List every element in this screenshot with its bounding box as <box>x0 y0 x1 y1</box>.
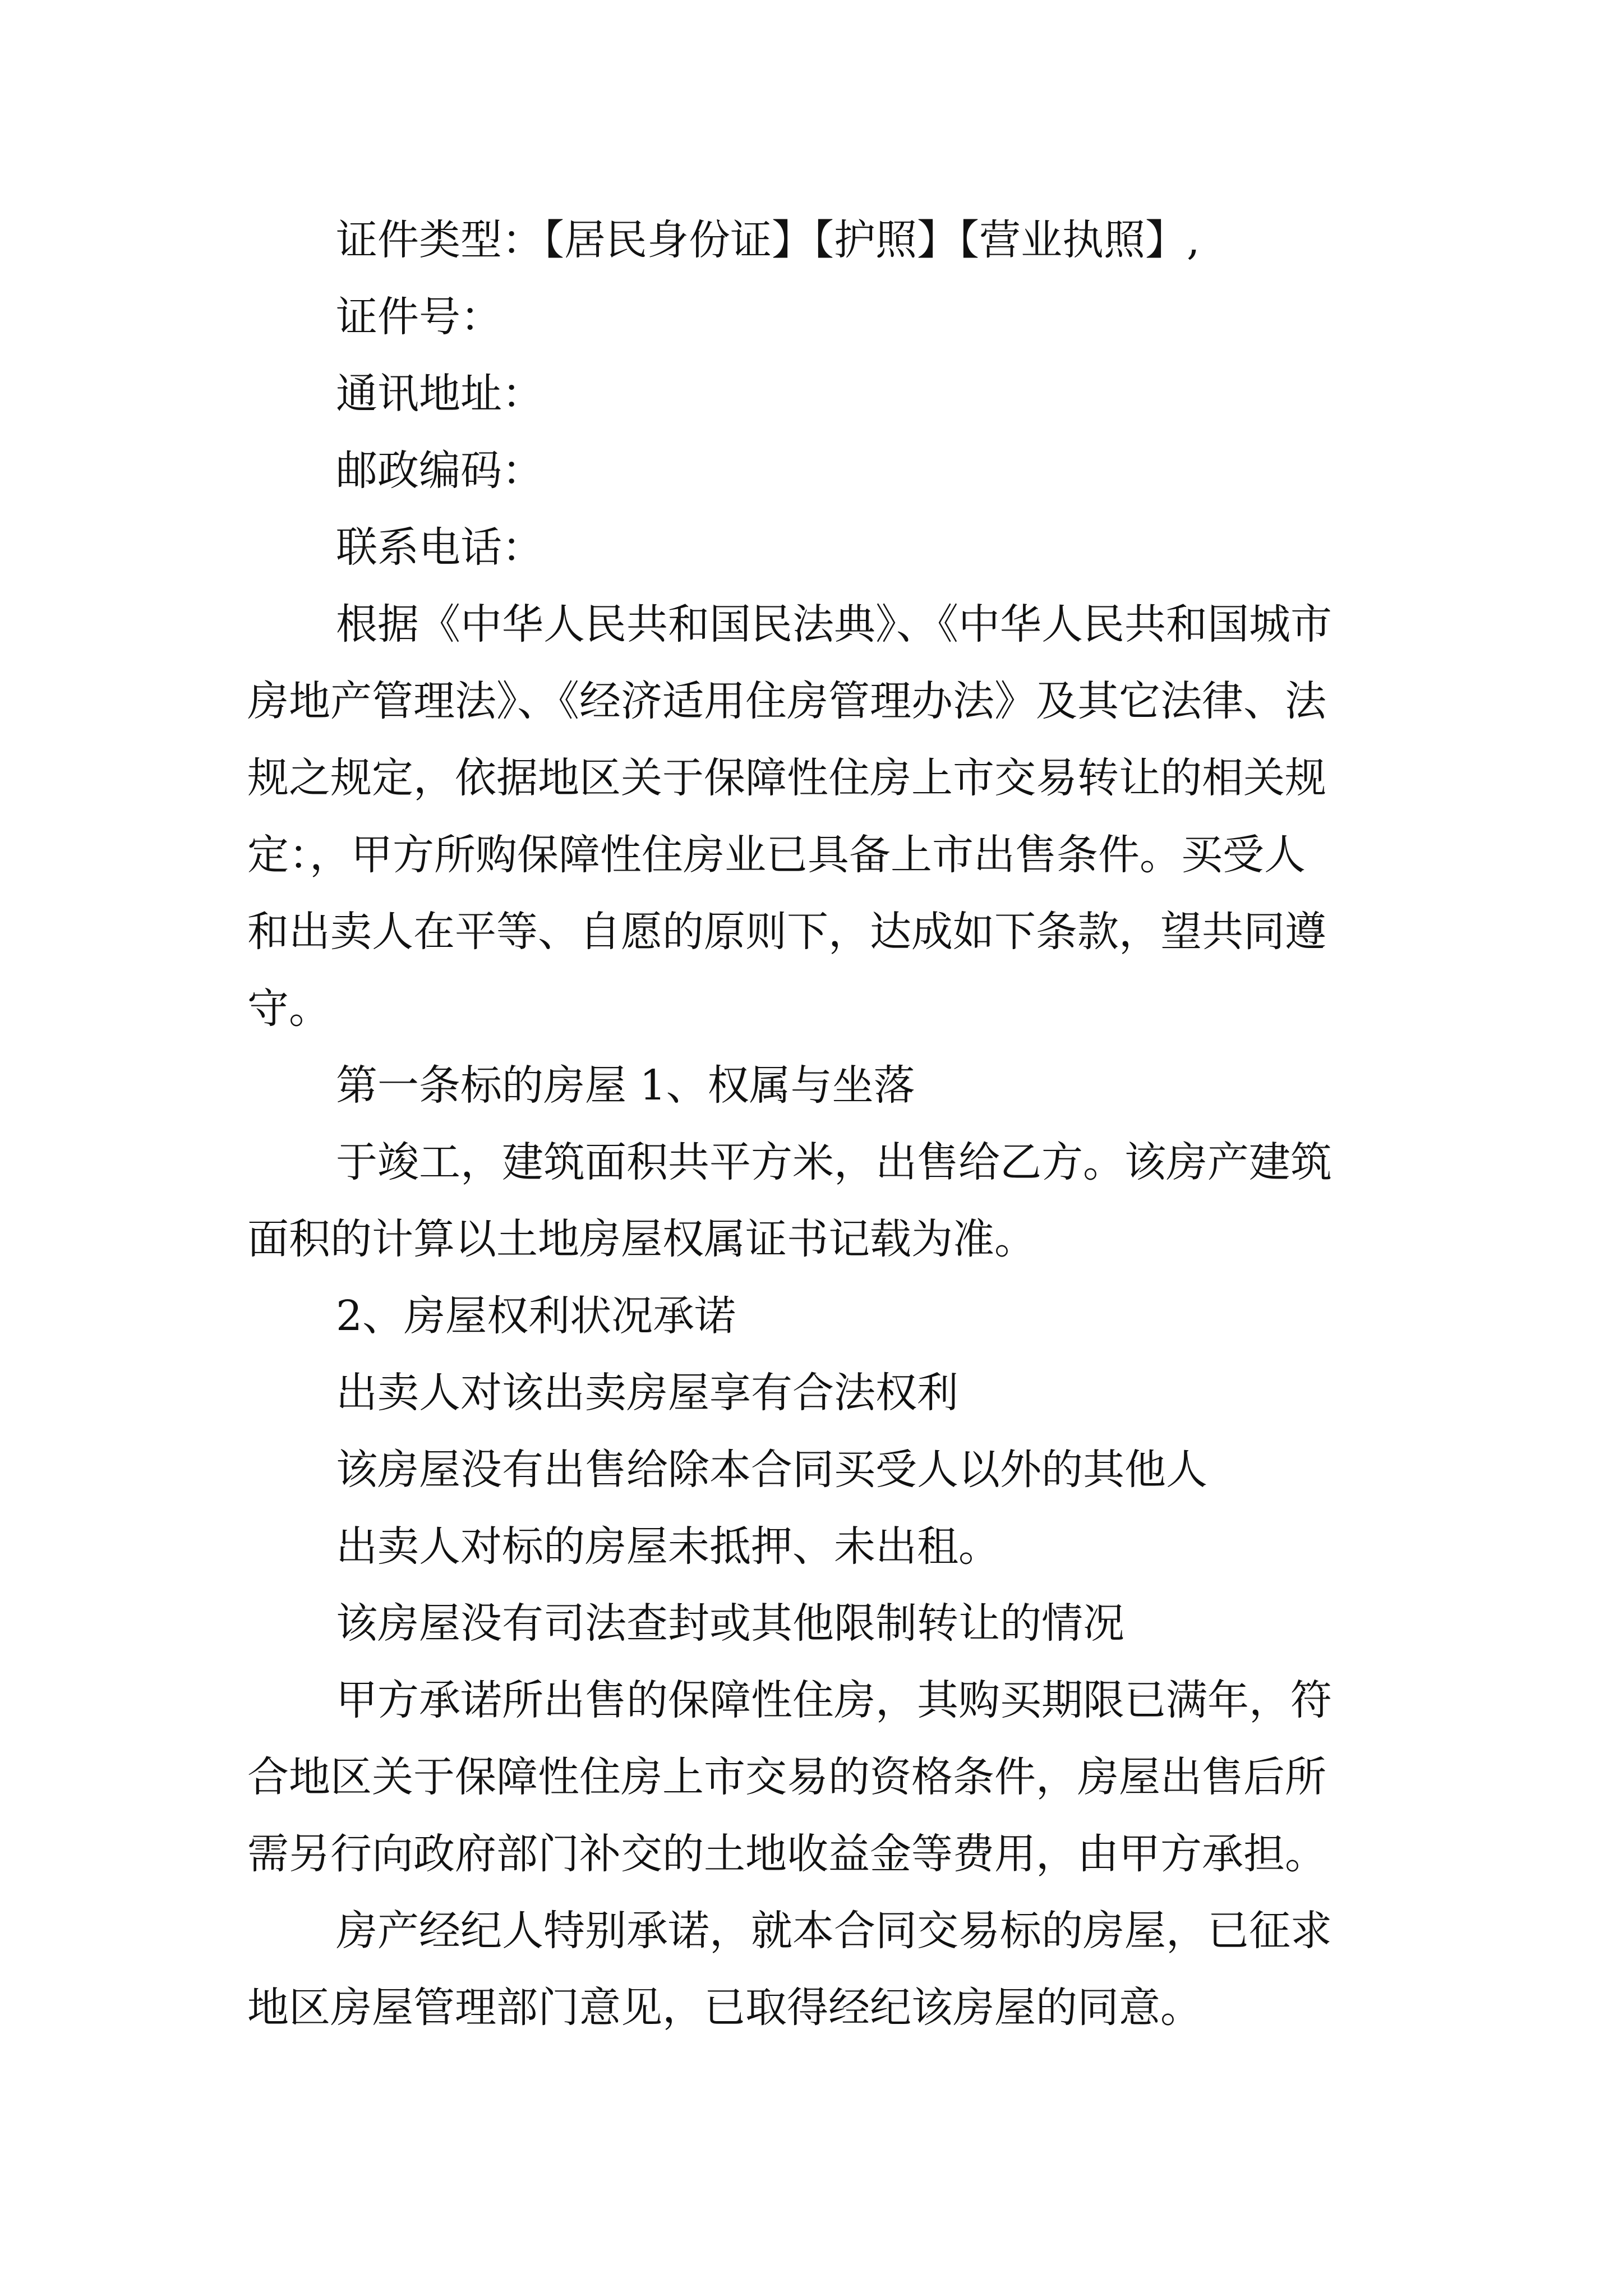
paragraph-line: 甲方承诺所出售的保障性住房，其购买期限已满年，符 <box>336 1676 1332 1724</box>
paragraph-line: 合地区关于保障性住房上市交易的资格条件，房屋出售后所 <box>247 1753 1326 1801</box>
paragraph-line: 和出卖人在平等、自愿的原则下，达成如下条款，望共同遵 <box>247 908 1326 956</box>
section-heading: 第一条标的房屋 1、权属与坐落 <box>336 1061 915 1110</box>
postal-code-line: 邮政编码： <box>336 447 543 495</box>
phone-line: 联系电话： <box>336 523 543 572</box>
paragraph-line: 面积的计算以土地房屋权属证书记载为准。 <box>247 1215 1036 1263</box>
list-item: 出卖人对该出卖房屋享有合法权利 <box>336 1369 958 1417</box>
id-type-line: 证件类型：【居民身份证】【护照】【营业执照】, <box>336 216 1200 264</box>
paragraph-line: 地区房屋管理部门意见，已取得经纪该房屋的同意。 <box>247 1984 1202 2032</box>
paragraph-line: 需另行向政府部门补交的土地收益金等费用，由甲方承担。 <box>247 1830 1326 1878</box>
paragraph-line: 房地产管理法》、《经济适用住房管理办法》及其它法律、法 <box>247 677 1326 725</box>
list-item: 该房屋没有出售给除本合同买受人以外的其他人 <box>336 1446 1207 1494</box>
document-body <box>247 202 1386 2046</box>
paragraph-line: 根据《中华人民共和国民法典》、《中华人民共和国城市 <box>336 600 1332 648</box>
paragraph-line: 房产经纪人特别承诺，就本合同交易标的房屋，已征求 <box>336 1907 1332 1955</box>
paragraph-line: 定：，甲方所购保障性住房业已具备上市出售条件。买受人 <box>247 831 1306 879</box>
paragraph-line: 规之规定，依据地区关于保障性住房上市交易转让的相关规 <box>247 754 1326 802</box>
paragraph-line: 于竣工，建筑面积共平方米，出售给乙方。该房产建筑 <box>336 1138 1332 1186</box>
paragraph-line: 守。 <box>247 984 330 1033</box>
id-number-line: 证件号： <box>336 293 502 341</box>
address-line: 通讯地址： <box>336 370 543 418</box>
subsection-heading: 2、房屋权利状况承诺 <box>336 1292 736 1340</box>
list-item: 该房屋没有司法查封或其他限制转让的情况 <box>336 1599 1124 1648</box>
list-item: 出卖人对标的房屋未抵押、未出租。 <box>336 1522 1000 1571</box>
